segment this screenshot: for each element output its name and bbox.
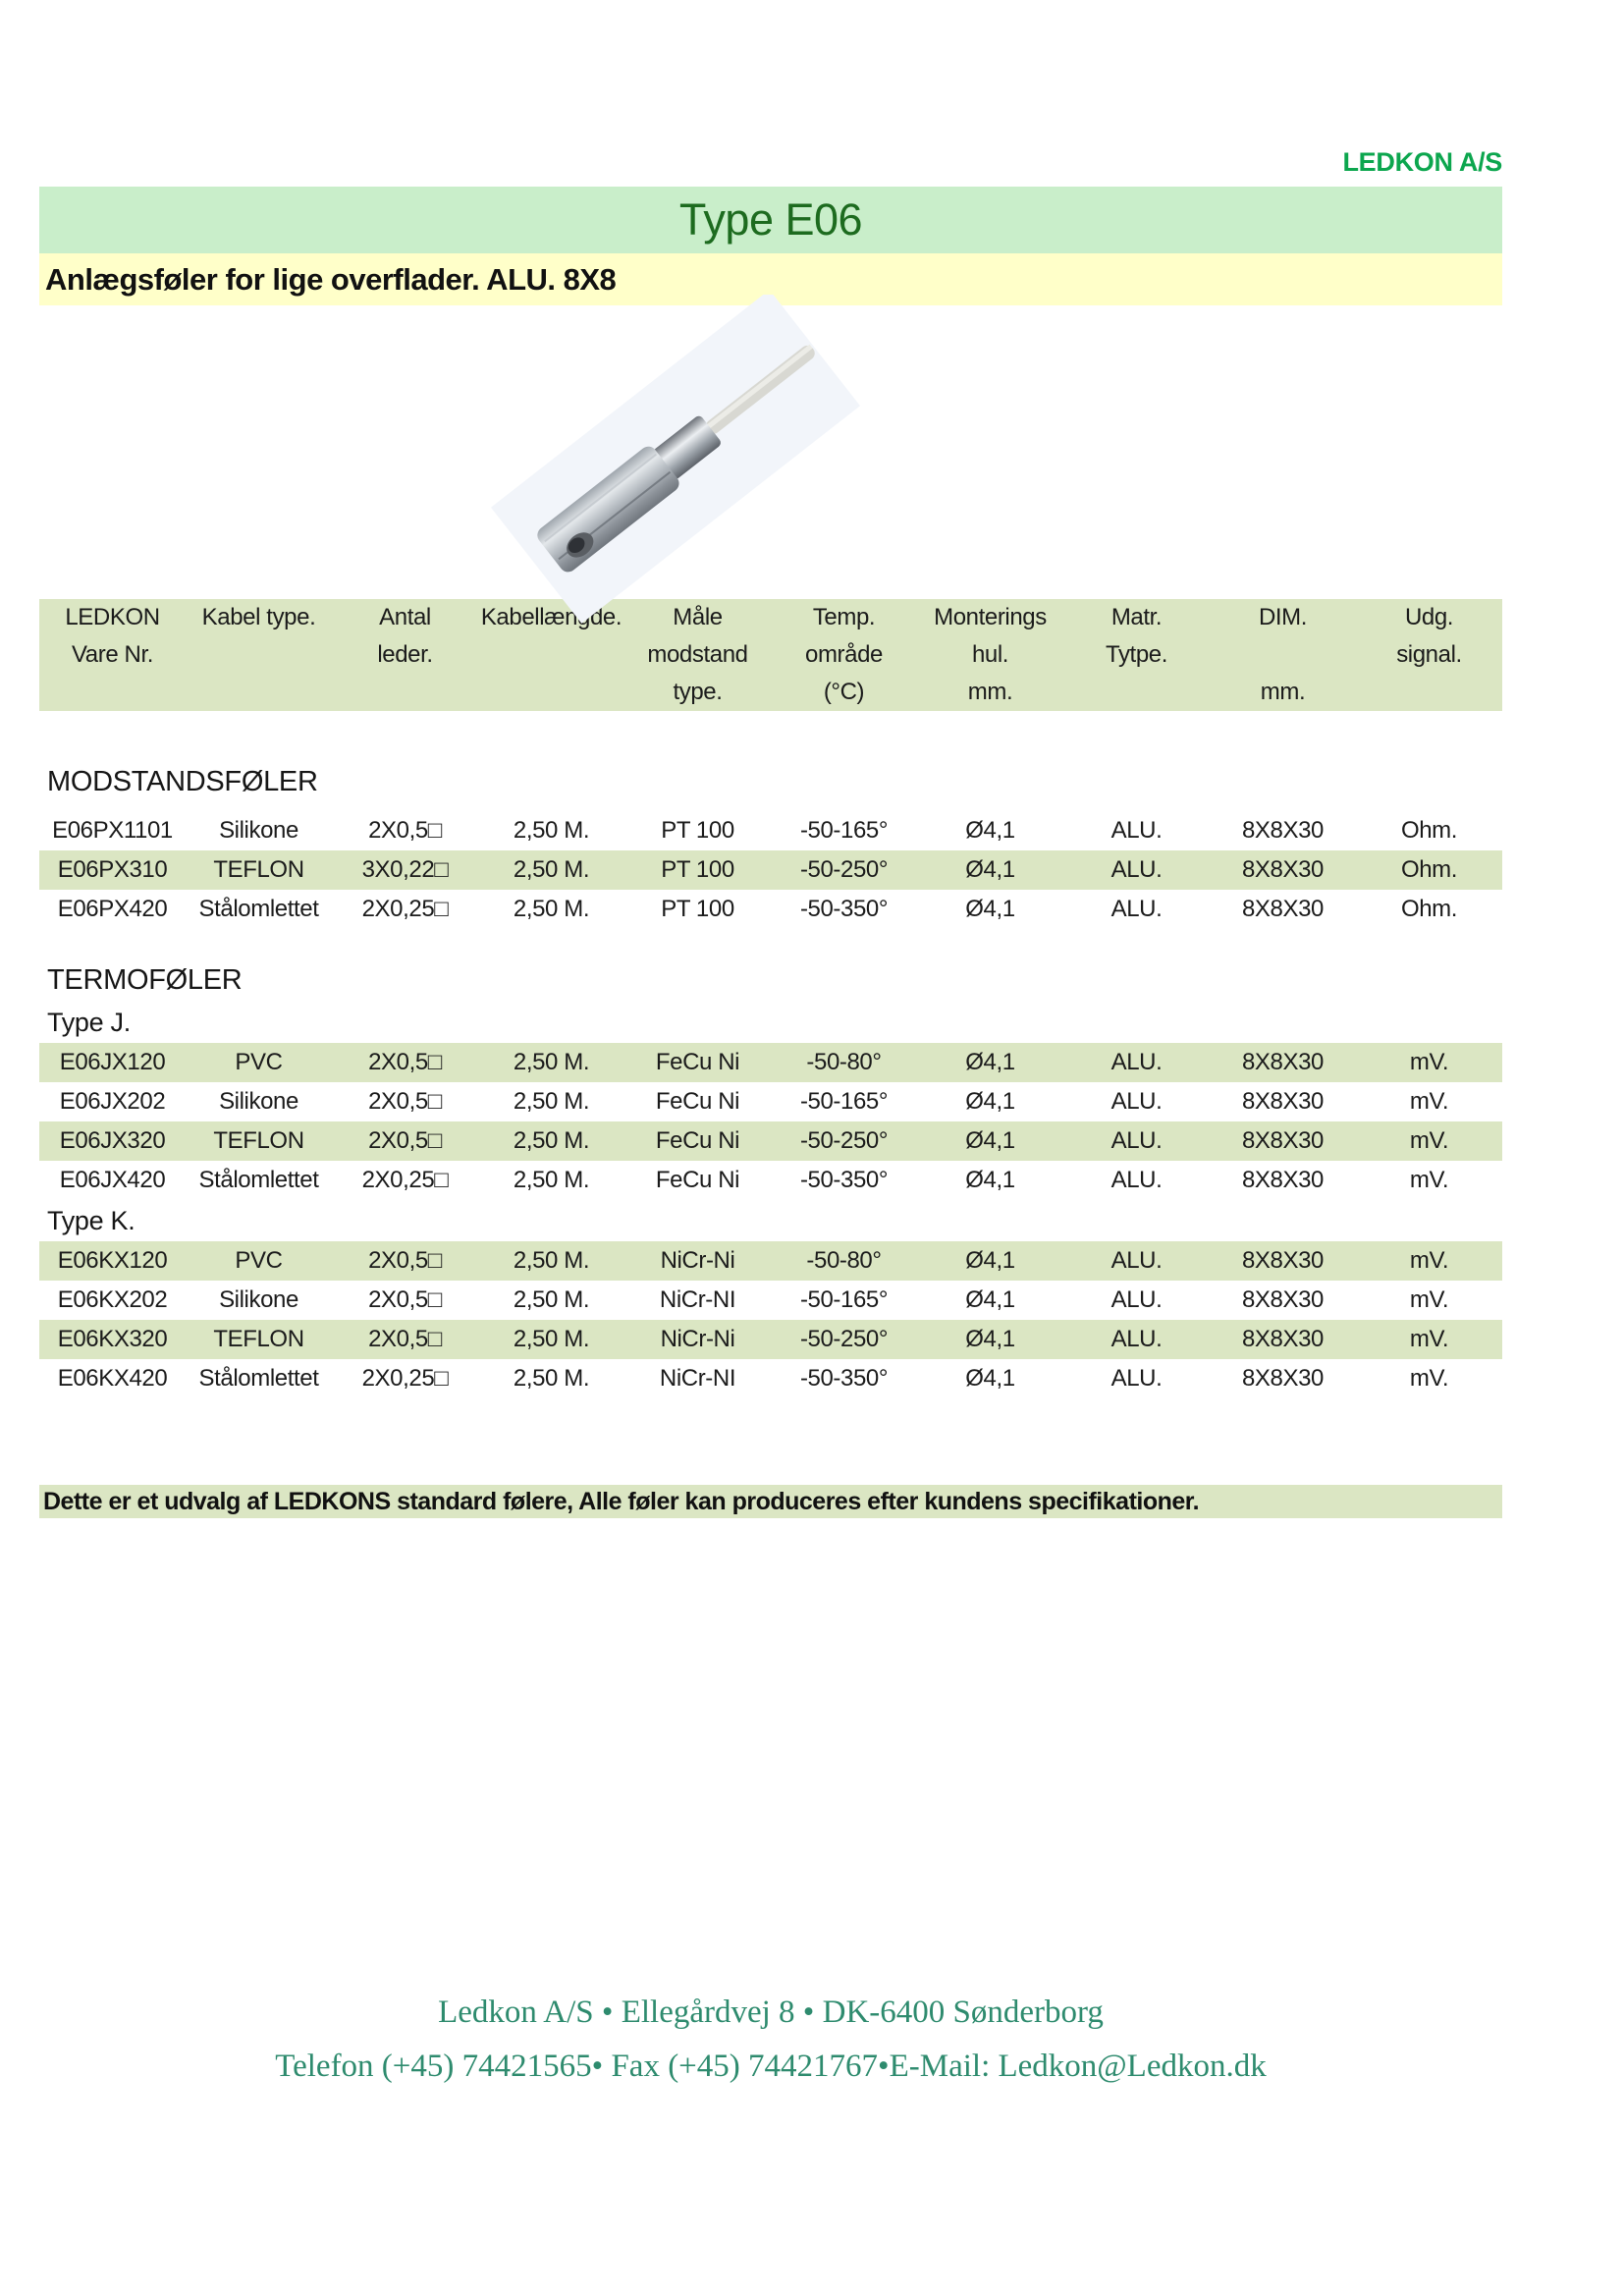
cell-kabellaengde: 2,50 M. bbox=[513, 1247, 590, 1274]
table-header-cell bbox=[1063, 599, 1210, 711]
cell-antal-leder: 2X0,5□ bbox=[368, 1127, 442, 1154]
cell-kabellaengde: 2,50 M. bbox=[513, 1088, 590, 1115]
section-termofoler bbox=[39, 964, 1502, 997]
cell-matr-type: ALU. bbox=[1110, 1088, 1163, 1115]
header-line-3 bbox=[186, 674, 332, 711]
cell-kabellaengde: 2,50 M. bbox=[513, 1286, 590, 1313]
cell-monterings-hul: Ø4,1 bbox=[965, 856, 1015, 883]
cell-maale-modstand: PT 100 bbox=[661, 817, 734, 844]
header-line-3 bbox=[332, 674, 478, 711]
cell-kabel-type: TEFLON bbox=[213, 1127, 304, 1154]
cell-dim: 8X8X30 bbox=[1241, 896, 1324, 922]
header-line-1: Temp. bbox=[812, 604, 876, 630]
subsection-heading: Type K. bbox=[47, 1206, 135, 1235]
header-line-2: hul. bbox=[971, 641, 1009, 668]
table-row bbox=[39, 850, 1502, 890]
table-row bbox=[39, 1082, 1502, 1121]
table-header-cell bbox=[186, 599, 332, 711]
header-line-1: LEDKON bbox=[65, 604, 160, 630]
footer-contact: Telefon (+45) 74421565• Fax (+45) 74421767•E-Mail: Ledkon@Ledkon.dk bbox=[275, 2049, 1267, 2084]
cell-monterings-hul: Ø4,1 bbox=[965, 1247, 1015, 1274]
cell-maale-modstand: PT 100 bbox=[661, 896, 734, 922]
cell-kabel-type: Silikone bbox=[219, 1286, 298, 1313]
table-row bbox=[39, 811, 1502, 850]
cell-matr-type: ALU. bbox=[1110, 1247, 1163, 1274]
table-header-cell bbox=[1210, 599, 1356, 711]
cell-dim: 8X8X30 bbox=[1241, 856, 1324, 883]
cell-kabellaengde: 2,50 M. bbox=[513, 856, 590, 883]
cell-temp-omraade: -50-165° bbox=[799, 1088, 889, 1115]
cell-monterings-hul: Ø4,1 bbox=[965, 896, 1015, 922]
header-line-3: mm. bbox=[967, 679, 1013, 705]
header-line-2: Vare Nr. bbox=[71, 641, 154, 668]
page-title: Type E06 bbox=[678, 194, 863, 245]
section-heading: MODSTANDSFØLER bbox=[47, 766, 318, 797]
type-k-rows bbox=[39, 1241, 1502, 1398]
cell-maale-modstand: FeCu Ni bbox=[655, 1127, 740, 1154]
cell-vare-nr: E06JX202 bbox=[59, 1088, 166, 1115]
table-row bbox=[39, 1281, 1502, 1320]
cell-vare-nr: E06PX310 bbox=[57, 856, 168, 883]
cell-vare-nr: E06PX1101 bbox=[52, 817, 173, 844]
footer-address: Ledkon A/S • Ellegårdvej 8 • DK-6400 Sønderborg bbox=[438, 1995, 1104, 2030]
note-banner bbox=[39, 1485, 1502, 1518]
cell-temp-omraade: -50-350° bbox=[799, 1167, 889, 1193]
table-row bbox=[39, 1320, 1502, 1359]
cell-monterings-hul: Ø4,1 bbox=[965, 1326, 1015, 1352]
cell-temp-omraade: -50-80° bbox=[806, 1049, 882, 1075]
cell-vare-nr: E06KX120 bbox=[57, 1247, 168, 1274]
cell-udg-signal: Ohm. bbox=[1400, 896, 1458, 922]
cell-temp-omraade: -50-350° bbox=[799, 1365, 889, 1392]
cell-matr-type: ALU. bbox=[1110, 856, 1163, 883]
cell-temp-omraade: -50-350° bbox=[799, 896, 889, 922]
table-row bbox=[39, 1121, 1502, 1161]
cell-monterings-hul: Ø4,1 bbox=[965, 1365, 1015, 1392]
table-row bbox=[39, 1043, 1502, 1082]
page-subtitle: Anlægsføler for lige overflader. ALU. 8X8 bbox=[45, 261, 617, 297]
cell-maale-modstand: NiCr-Ni bbox=[660, 1326, 735, 1352]
cell-dim: 8X8X30 bbox=[1241, 1365, 1324, 1392]
cell-maale-modstand: FeCu Ni bbox=[655, 1167, 740, 1193]
table-row bbox=[39, 1359, 1502, 1398]
cell-vare-nr: E06PX420 bbox=[57, 896, 168, 922]
cell-kabellaengde: 2,50 M. bbox=[513, 1167, 590, 1193]
cell-temp-omraade: -50-250° bbox=[799, 1326, 889, 1352]
cell-udg-signal: mV. bbox=[1409, 1326, 1449, 1352]
cell-kabel-type: Stålomlettet bbox=[198, 896, 319, 922]
table-header-cell bbox=[1356, 599, 1502, 711]
cell-monterings-hul: Ø4,1 bbox=[965, 1286, 1015, 1313]
cell-monterings-hul: Ø4,1 bbox=[965, 1167, 1015, 1193]
cell-udg-signal: Ohm. bbox=[1400, 817, 1458, 844]
table-header-cell bbox=[39, 599, 186, 711]
header-line-3 bbox=[1063, 674, 1210, 711]
cell-temp-omraade: -50-250° bbox=[799, 856, 889, 883]
header-line-3: type. bbox=[673, 679, 723, 705]
section-heading: TERMOFØLER bbox=[47, 964, 243, 996]
cell-matr-type: ALU. bbox=[1110, 1365, 1163, 1392]
header-line-2 bbox=[478, 636, 624, 674]
table-row bbox=[39, 1161, 1502, 1200]
header-line-2: modstand bbox=[647, 641, 748, 668]
cell-dim: 8X8X30 bbox=[1241, 1326, 1324, 1352]
table-header-cell bbox=[332, 599, 478, 711]
cell-maale-modstand: FeCu Ni bbox=[655, 1088, 740, 1115]
cell-kabel-type: PVC bbox=[235, 1049, 283, 1075]
header-line-1: Kabellængde. bbox=[480, 604, 623, 630]
cell-monterings-hul: Ø4,1 bbox=[965, 817, 1015, 844]
cell-monterings-hul: Ø4,1 bbox=[965, 1127, 1015, 1154]
cell-matr-type: ALU. bbox=[1110, 896, 1163, 922]
cell-antal-leder: 2X0,5□ bbox=[368, 1049, 442, 1075]
cell-antal-leder: 2X0,5□ bbox=[368, 817, 442, 844]
cell-maale-modstand: NiCr-NI bbox=[659, 1365, 736, 1392]
cell-udg-signal: mV. bbox=[1409, 1286, 1449, 1313]
header-line-1: Monterings bbox=[934, 604, 1047, 630]
cell-dim: 8X8X30 bbox=[1241, 1286, 1324, 1313]
cell-udg-signal: mV. bbox=[1409, 1088, 1449, 1115]
company-brand: LEDKON A/S bbox=[1342, 147, 1502, 177]
header-line-1: Måle bbox=[673, 604, 723, 630]
table-row bbox=[39, 1241, 1502, 1281]
cell-temp-omraade: -50-250° bbox=[799, 1127, 889, 1154]
cell-udg-signal: mV. bbox=[1409, 1247, 1449, 1274]
cell-dim: 8X8X30 bbox=[1241, 1088, 1324, 1115]
cell-vare-nr: E06JX420 bbox=[59, 1167, 166, 1193]
header-line-1: Kabel type. bbox=[201, 604, 316, 630]
cell-kabellaengde: 2,50 M. bbox=[513, 1127, 590, 1154]
header-line-3 bbox=[39, 674, 186, 711]
cell-maale-modstand: FeCu Ni bbox=[655, 1049, 740, 1075]
cell-matr-type: ALU. bbox=[1110, 1326, 1163, 1352]
subsection-heading: Type J. bbox=[47, 1008, 131, 1037]
table-row bbox=[39, 890, 1502, 929]
cell-vare-nr: E06KX420 bbox=[57, 1365, 168, 1392]
header-line-1: Antal bbox=[379, 604, 431, 630]
cell-antal-leder: 2X0,25□ bbox=[361, 1365, 449, 1392]
cell-temp-omraade: -50-80° bbox=[806, 1247, 882, 1274]
subsection-type-j bbox=[39, 1008, 1502, 1038]
title-banner bbox=[39, 187, 1502, 253]
cell-antal-leder: 3X0,22□ bbox=[361, 856, 449, 883]
modstandsfoler-rows bbox=[39, 811, 1502, 929]
table-header-cell bbox=[917, 599, 1063, 711]
cell-monterings-hul: Ø4,1 bbox=[965, 1088, 1015, 1115]
cell-udg-signal: mV. bbox=[1409, 1365, 1449, 1392]
cell-kabel-type: TEFLON bbox=[213, 1326, 304, 1352]
header-line-2 bbox=[1210, 636, 1356, 674]
cell-udg-signal: Ohm. bbox=[1400, 856, 1458, 883]
cell-udg-signal: mV. bbox=[1409, 1127, 1449, 1154]
product-photo bbox=[489, 295, 862, 624]
header-line-3: mm. bbox=[1260, 679, 1306, 705]
note-text: Dette er et udvalg af LEDKONS standard følere, Alle føler kan produceres efter kundens specifikationer. bbox=[43, 1487, 1200, 1515]
cell-vare-nr: E06JX120 bbox=[59, 1049, 166, 1075]
cell-dim: 8X8X30 bbox=[1241, 817, 1324, 844]
header-line-2 bbox=[186, 636, 332, 674]
cell-temp-omraade: -50-165° bbox=[799, 817, 889, 844]
cell-temp-omraade: -50-165° bbox=[799, 1286, 889, 1313]
cell-udg-signal: mV. bbox=[1409, 1167, 1449, 1193]
cell-antal-leder: 2X0,5□ bbox=[368, 1247, 442, 1274]
cell-antal-leder: 2X0,5□ bbox=[368, 1088, 442, 1115]
cell-kabel-type: PVC bbox=[235, 1247, 283, 1274]
cell-udg-signal: mV. bbox=[1409, 1049, 1449, 1075]
header-line-1: Matr. bbox=[1110, 604, 1163, 630]
cell-vare-nr: E06KX320 bbox=[57, 1326, 168, 1352]
header-line-2: signal. bbox=[1396, 641, 1462, 668]
cell-maale-modstand: NiCr-Ni bbox=[660, 1247, 735, 1274]
cell-kabellaengde: 2,50 M. bbox=[513, 817, 590, 844]
type-j-rows bbox=[39, 1043, 1502, 1200]
cell-kabel-type: Silikone bbox=[219, 817, 298, 844]
cell-kabel-type: Silikone bbox=[219, 1088, 298, 1115]
header-line-1: Udg. bbox=[1404, 604, 1454, 630]
subsection-type-k bbox=[39, 1206, 1502, 1236]
cell-kabel-type: Stålomlettet bbox=[198, 1167, 319, 1193]
header-line-3: (°C) bbox=[823, 679, 865, 705]
cell-vare-nr: E06JX320 bbox=[59, 1127, 166, 1154]
section-modstandsfoler bbox=[39, 766, 1502, 798]
cell-matr-type: ALU. bbox=[1110, 817, 1163, 844]
header-line-1: DIM. bbox=[1258, 604, 1308, 630]
cell-dim: 8X8X30 bbox=[1241, 1247, 1324, 1274]
cell-antal-leder: 2X0,5□ bbox=[368, 1286, 442, 1313]
cell-matr-type: ALU. bbox=[1110, 1049, 1163, 1075]
cell-dim: 8X8X30 bbox=[1241, 1049, 1324, 1075]
cell-kabellaengde: 2,50 M. bbox=[513, 896, 590, 922]
cell-maale-modstand: PT 100 bbox=[661, 856, 734, 883]
cell-matr-type: ALU. bbox=[1110, 1127, 1163, 1154]
header-line-2: område bbox=[805, 641, 883, 668]
header-line-2: leder. bbox=[377, 641, 433, 668]
cell-vare-nr: E06KX202 bbox=[57, 1286, 168, 1313]
cell-matr-type: ALU. bbox=[1110, 1167, 1163, 1193]
cell-kabellaengde: 2,50 M. bbox=[513, 1049, 590, 1075]
sensor-photo-illustration bbox=[489, 295, 862, 624]
cell-kabellaengde: 2,50 M. bbox=[513, 1365, 590, 1392]
header-line-3 bbox=[478, 674, 624, 711]
cell-matr-type: ALU. bbox=[1110, 1286, 1163, 1313]
page-footer bbox=[39, 1986, 1502, 2094]
cell-monterings-hul: Ø4,1 bbox=[965, 1049, 1015, 1075]
cell-antal-leder: 2X0,5□ bbox=[368, 1326, 442, 1352]
cell-antal-leder: 2X0,25□ bbox=[361, 896, 449, 922]
cell-dim: 8X8X30 bbox=[1241, 1127, 1324, 1154]
cell-antal-leder: 2X0,25□ bbox=[361, 1167, 449, 1193]
header-line-2: Tytpe. bbox=[1106, 641, 1167, 668]
cell-kabellaengde: 2,50 M. bbox=[513, 1326, 590, 1352]
cell-maale-modstand: NiCr-NI bbox=[659, 1286, 736, 1313]
cell-dim: 8X8X30 bbox=[1241, 1167, 1324, 1193]
cell-kabel-type: TEFLON bbox=[213, 856, 304, 883]
cell-kabel-type: Stålomlettet bbox=[198, 1365, 319, 1392]
header-line-3 bbox=[1356, 674, 1502, 711]
